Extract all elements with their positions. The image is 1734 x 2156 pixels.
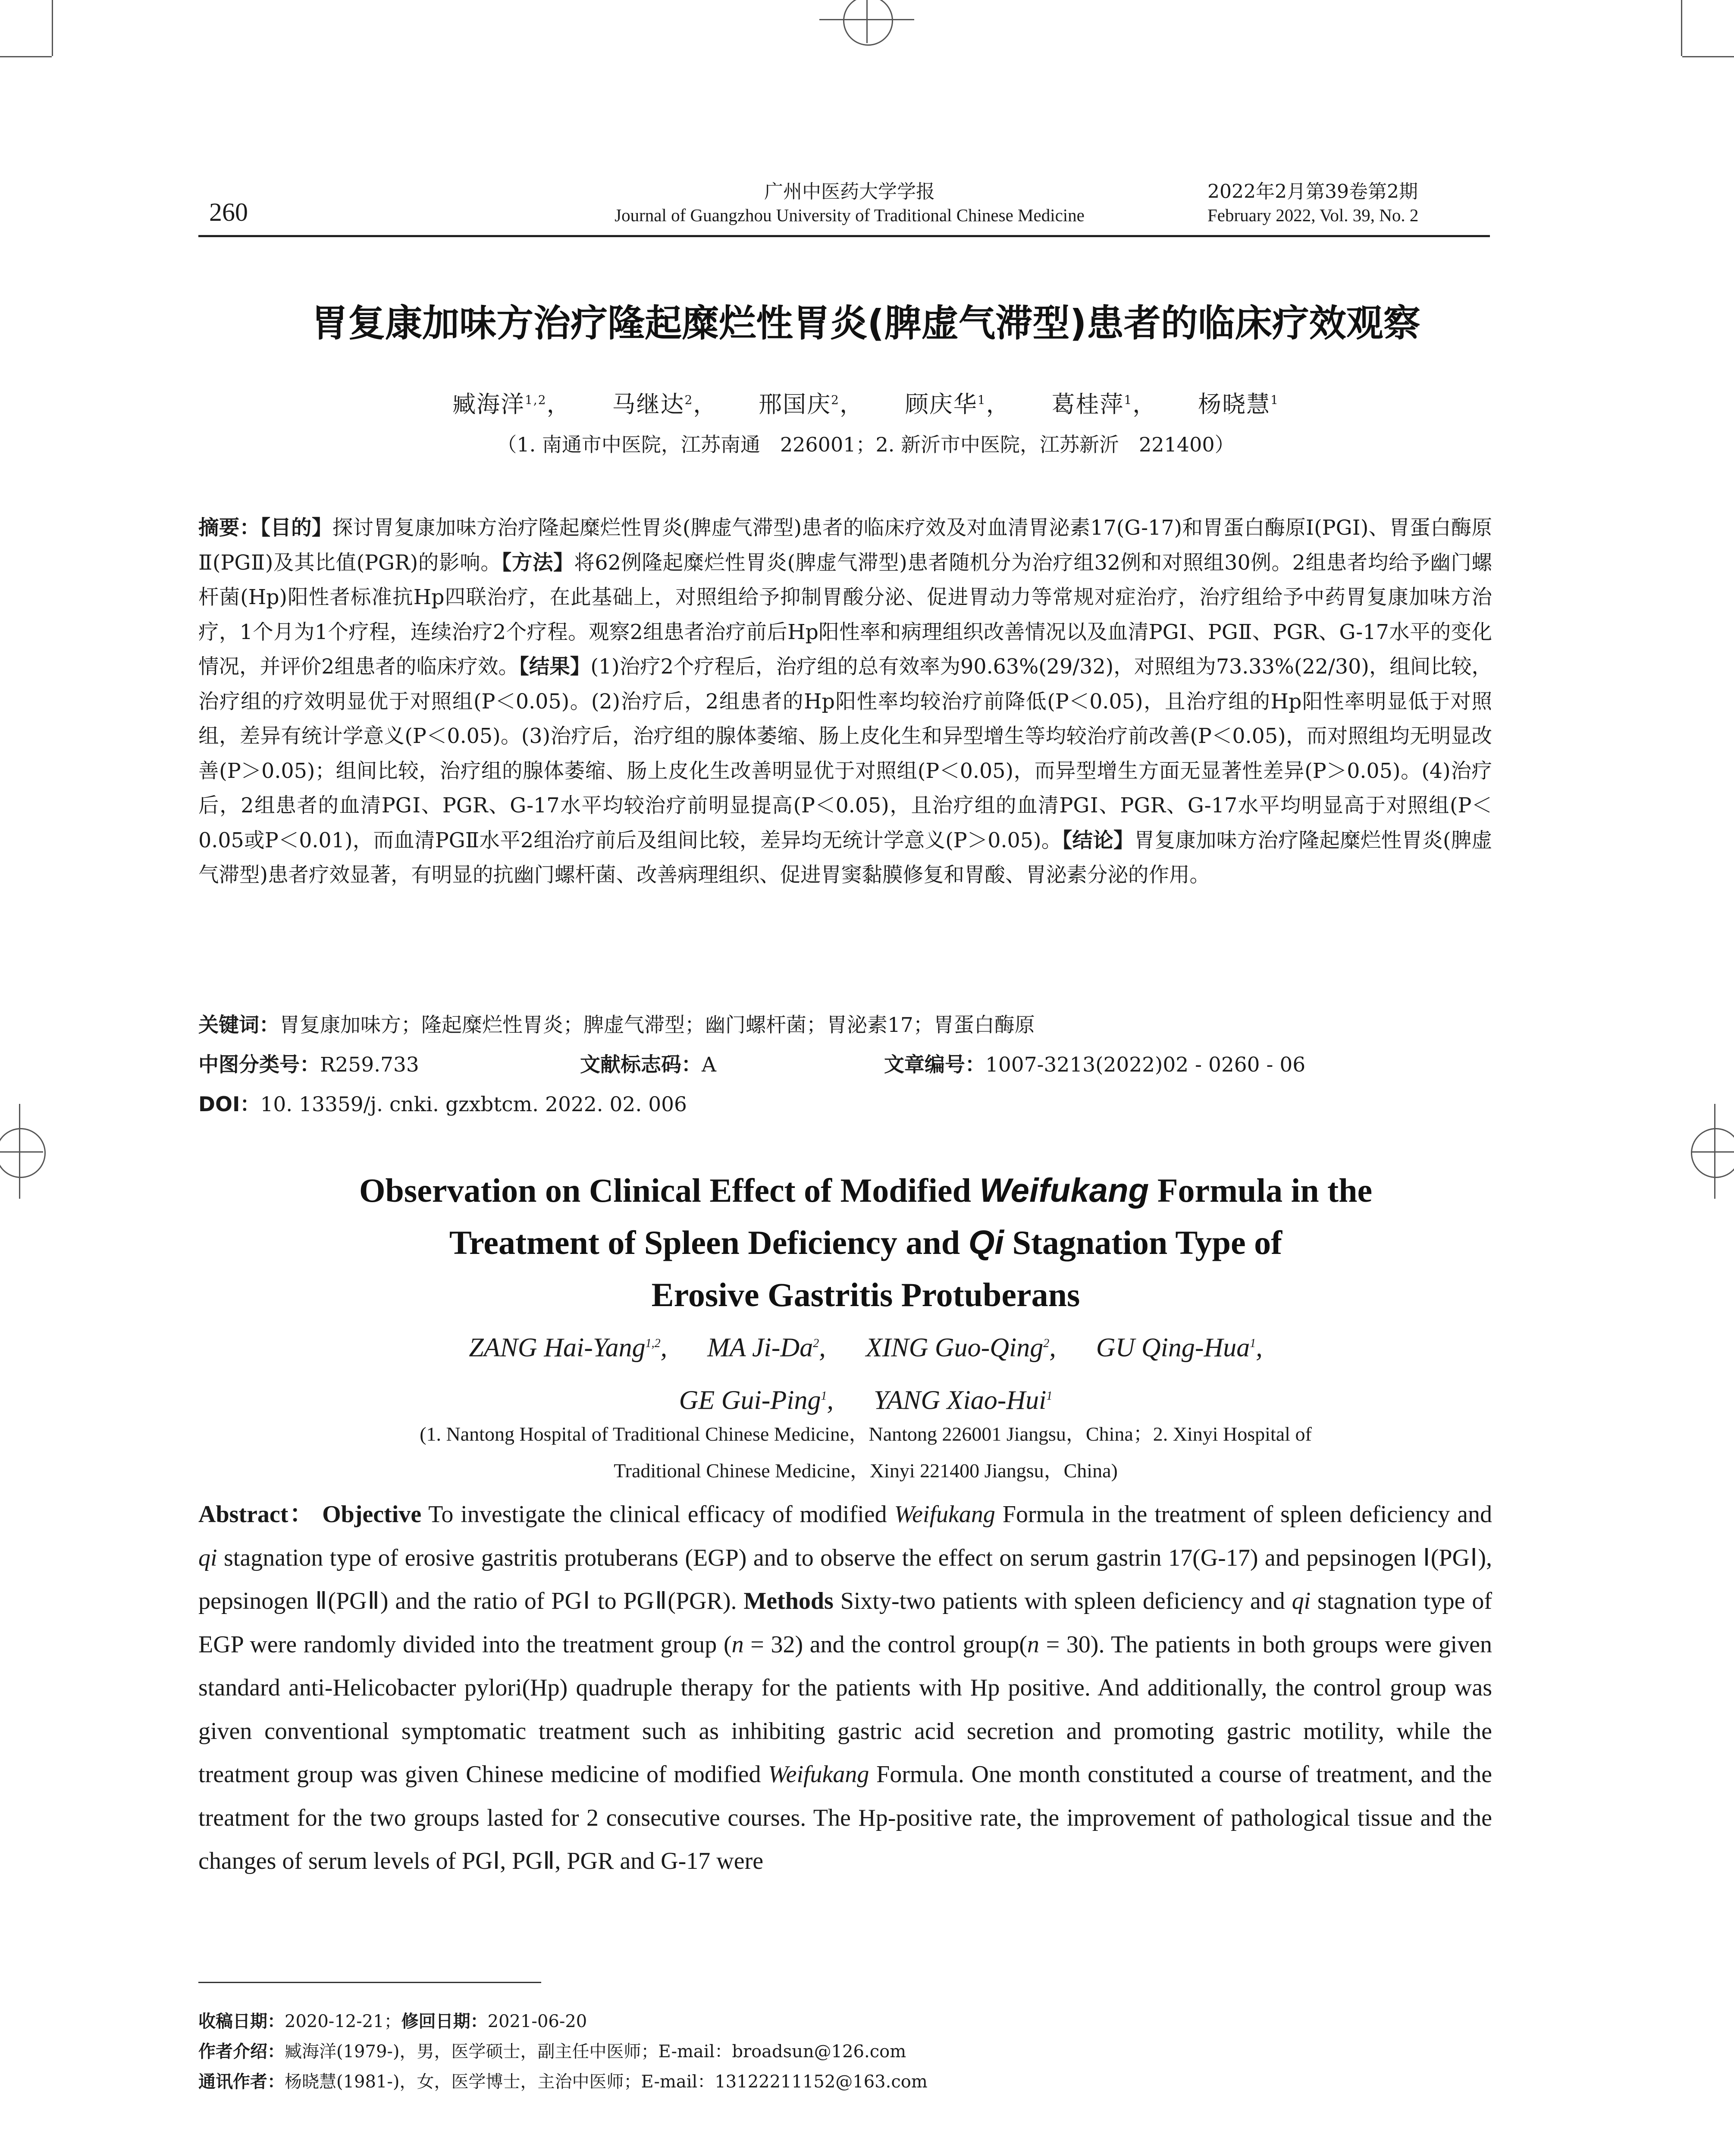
registration-line: [866, 0, 868, 43]
crop-mark: [1681, 0, 1682, 56]
revised-label: 修回日期：: [401, 2012, 488, 2031]
abstract-text: stagnation type of EGP were randomly divided into the treatment group (: [198, 1588, 1492, 1658]
doi-row: [198, 1088, 687, 1117]
registration-mark-top: [843, 0, 893, 46]
registration-line: [1691, 1151, 1734, 1153]
author-affil-sup: 1,2: [525, 393, 547, 407]
author-affil-sup: 1: [1124, 393, 1133, 407]
title-italic: Qi: [968, 1223, 1004, 1261]
page-number: 260: [209, 198, 248, 226]
corresponding-author: 杨晓慧(1981-)，女，医学博士，主治中医师；E-mail：13122211152@163.com: [285, 2072, 928, 2092]
abstract-text: Formula. One month constituted a course of treatment, and the treatment for the two groups lasted for 2 consecutive courses. The Hp-positive rate, the improvement of pathological tissue and the changes of serum levels of PGⅠ, PGⅡ, PGR and G-17 were: [198, 1761, 1492, 1874]
author-name: 臧海洋: [452, 391, 525, 418]
article-number-label: 文章编号：: [884, 1053, 985, 1077]
title-text: Stagnation Type of: [1004, 1224, 1282, 1261]
author-affil-sup: 2: [831, 393, 840, 407]
journal-name-cn: 广州中医药大学学报: [764, 181, 935, 203]
author-name: GU Qing-Hua: [1096, 1333, 1250, 1363]
author-name: 邢国庆: [759, 391, 831, 418]
corresponding-label: 通讯作者：: [198, 2072, 285, 2092]
abstract-text: = 30). The patients in both groups were given standard anti-Helicobacter pylori(Hp) quadruple therapy for the patients with Hp positive. And additionally, the control group was given conventional symptomatic treatment such as inhibiting gastric acid secretion and promoting gastric motility, while the treatment group was given Chinese medicine of modified: [198, 1631, 1493, 1788]
abstract-text: Formula in the treatment of spleen deficiency and: [995, 1501, 1493, 1528]
article-number-row: [884, 1049, 1305, 1078]
article-number-value: 1007-3213(2022)02 - 0260 - 06: [985, 1053, 1306, 1077]
doi-value: 10. 13359/j. cnki. gzxbtcm. 2022. 02. 006: [260, 1093, 687, 1116]
received-date: 2020-12-21；: [285, 2012, 401, 2031]
doi-label: DOI：: [198, 1093, 260, 1116]
abstract-label: Abstract：: [198, 1501, 315, 1528]
affiliation-line: Traditional Chinese Medicine，Xinyi 221400 Jiangsu，China): [614, 1460, 1118, 1482]
keywords-value: 胃复康加味方；隆起糜烂性胃炎；脾虚气滞型；幽门螺杆菌；胃泌素17；胃蛋白酶原: [279, 1013, 1035, 1037]
title-text: Erosive Gastritis Protuberans: [651, 1276, 1080, 1313]
header-rule: [198, 235, 1490, 237]
abstract-cn: [198, 511, 1492, 893]
author-affil-sup: 2: [1043, 1337, 1050, 1350]
objective-label: 【目的】: [260, 516, 332, 540]
affiliation-en: [198, 1416, 1533, 1489]
abstract-text: To investigate the clinical efficacy of modified: [421, 1501, 894, 1528]
author-affil-sup: 1: [1270, 393, 1279, 407]
keywords-row: [198, 1009, 1035, 1038]
abstract-italic: qi: [1292, 1588, 1311, 1614]
abstract-text: = 32) and the control group(: [743, 1631, 1027, 1658]
abstract-italic: Weifukang: [768, 1761, 869, 1788]
doc-code-row: [580, 1049, 716, 1078]
author-name: 葛桂萍: [1051, 391, 1124, 418]
article-title-cn: 胃复康加味方治疗隆起糜烂性胃炎(脾虚气滞型)患者的临床疗效观察: [311, 302, 1420, 345]
received-label: 收稿日期：: [198, 2012, 285, 2031]
abstract-label: 摘要：: [198, 516, 260, 540]
author-name: 马继达: [612, 391, 685, 418]
author-affil-sup: 2: [684, 393, 693, 407]
abstract-text: Sixty-two patients with spleen deficiency and: [833, 1588, 1292, 1614]
author-affil-sup: 1: [821, 1389, 827, 1403]
registration-line: [0, 1151, 43, 1153]
footnote-corresponding: [198, 2070, 928, 2094]
abstract-italic: qi: [198, 1544, 217, 1571]
classification-value: R259.733: [320, 1053, 419, 1077]
author-name: 顾庆华: [905, 391, 978, 418]
title-text: Formula in the: [1149, 1172, 1373, 1209]
objective-label: Objective: [322, 1501, 422, 1528]
results-label: 【结果】: [519, 655, 591, 679]
keywords-label: 关键词：: [198, 1013, 279, 1037]
author-intro-label: 作者介绍：: [198, 2042, 285, 2062]
author-affil-sup: 2: [813, 1337, 819, 1350]
methods-text: 将62例隆起糜烂性胃炎(脾虚气滞型)患者随机分为治疗组32例和对照组30例。2组患者均给予幽门螺杆菌(Hp)阳性者标准抗Hp四联治疗，在此基础上，对照组给予抑制胃酸分泌、促进胃动力等常规对症治疗，治疗组给予中药胃复康加味方治疗，1个月为1个疗程，连续治疗2个疗程。观察2组患者治疗前后Hp阳性率和病理组织改善情况以及血清PGⅠ、PGⅡ、PGR、G-17水平的变化情况，并评价2组患者的临床疗效。: [198, 551, 1492, 679]
registration-mark-right: [1691, 1128, 1734, 1178]
doc-code-label: 文献标志码：: [580, 1053, 702, 1077]
author-name: YANG Xiao-Hui: [873, 1385, 1047, 1415]
author-name: 杨晓慧: [1198, 391, 1271, 418]
abstract-italic: n: [1027, 1631, 1039, 1658]
results-text: (1)治疗2个疗程后，治疗组的总有效率为90.63%(29/32)，对照组为73.33%(22/30)，组间比较，治疗组的疗效明显优于对照组(P＜0.05)。(2)治疗后，2组患者的Hp阳性率均较治疗前降低(P＜0.05)，且治疗组的Hp阳性率明显低于对照组，差异有统计学意义(P＜0.05)。(3)治疗后，治疗组的腺体萎缩、肠上皮化生和异型增生等均较治疗前改善(P＜0.05)，而对照组均无明显改善(P＞0.05)；组间比较，治疗组的腺体萎缩、肠上皮化生改善明显优于对照组(P＜0.05)，而异型增生方面无显著性差异(P＞0.05)。(4)治疗后，2组患者的血清PGⅠ、PGR、G-17水平均较治疗前明显提高(P＜0.05)，且治疗组的血清PGⅠ、PGR、G-17水平均明显高于对照组(P＜0.05或P＜0.01)，而血清PGⅡ水平2组治疗前后及组间比较，差异均无统计学意义(P＞0.05)。: [198, 655, 1492, 852]
abstract-en: [198, 1493, 1492, 1883]
author-affil-sup: 1: [1046, 1389, 1053, 1403]
article-title-en: [198, 1164, 1533, 1321]
conclusion-text: 胃复康加味方治疗隆起糜烂性胃炎(脾虚气滞型)患者疗效显著，有明显的抗幽门螺杆菌、改善病理组织、促进胃窦黏膜修复和胃酸、胃泌素分泌的作用。: [198, 828, 1492, 887]
methods-label: Methods: [743, 1588, 834, 1614]
registration-line: [19, 1104, 20, 1199]
author-list-cn: 臧海洋$^{1,2}$， 马继达$^2$， 邢国庆$^2$， 顾庆华$^1$， 葛桂萍$^1$， 杨晓慧$^1$: [452, 391, 1279, 418]
footnote-author: [198, 2040, 906, 2064]
footnote-dates: [198, 2009, 587, 2034]
affiliation-line: (1. Nantong Hospital of Traditional Chinese Medicine，Nantong 226001 Jiangsu，China；2. Xinyi Hospital of: [420, 1423, 1312, 1445]
title-italic: Weifukang: [979, 1171, 1149, 1209]
classification-label: 中图分类号：: [198, 1053, 320, 1077]
doc-code-value: A: [702, 1053, 716, 1077]
registration-line: [1714, 1104, 1715, 1199]
title-text: Treatment of Spleen Deficiency and: [449, 1224, 969, 1261]
author-name: XING Guo-Qing: [865, 1333, 1044, 1363]
author-list-en: ZANG Hai-Yang$^{1,2}$, MA Ji-Da$^2$, XING Guo-Qing$^2$, GU Qing-Hua$^1$, GE Gui-Ping$^1$, YANG Xiao-Hui$^1$: [469, 1333, 1263, 1415]
conclusion-label: 【结论】: [1062, 828, 1134, 852]
objective-text: 探讨胃复康加味方治疗隆起糜烂性胃炎(脾虚气滞型)患者的临床疗效及对血清胃泌素17(G-17)和胃蛋白酶原Ⅰ(PGⅠ)、胃蛋白酶原Ⅱ(PGⅡ)及其比值(PGR)的影响。: [198, 516, 1493, 575]
crop-mark: [1682, 56, 1734, 57]
crop-mark: [0, 56, 52, 57]
registration-mark-left: [0, 1128, 46, 1178]
footnote-rule: [198, 1982, 541, 1983]
author-name: MA Ji-Da: [707, 1333, 813, 1363]
author-affil-sup: 1,2: [645, 1337, 661, 1350]
issue-date-cn: 2022年2月第39卷第2期: [1207, 181, 1418, 203]
title-text: Observation on Clinical Effect of Modified: [359, 1172, 980, 1209]
abstract-italic: Weifukang: [894, 1501, 995, 1528]
abstract-italic: n: [731, 1631, 744, 1658]
author-affil-sup: 1: [1250, 1337, 1256, 1350]
author-intro: 臧海洋(1979-)，男，医学硕士，副主任中医师；E-mail：broadsun@126.com: [285, 2042, 906, 2062]
affiliation-cn: （1. 南通市中医院，江苏南通 226001；2. 新沂市中医院，江苏新沂 221400）: [497, 433, 1235, 456]
author-name: ZANG Hai-Yang: [469, 1333, 646, 1363]
revised-date: 2021-06-20: [487, 2012, 587, 2031]
author-affil-sup: 1: [977, 393, 986, 407]
author-name: GE Gui-Ping: [679, 1385, 821, 1415]
issue-date-en: February 2022, Vol. 39, No. 2: [1207, 205, 1419, 225]
classification-row: [198, 1049, 419, 1078]
methods-label: 【方法】: [501, 551, 574, 575]
crop-mark: [52, 0, 53, 56]
journal-name-en: Journal of Guangzhou University of Traditional Chinese Medicine: [615, 205, 1085, 225]
abstract-text: stagnation type of erosive gastritis protuberans (EGP) and to observe the effect on serum gastrin 17(G-17) and pepsinogen Ⅰ(PGⅠ), pepsinogen Ⅱ(PGⅡ) and the ratio of PGⅠ to PGⅡ(PGR).: [198, 1544, 1492, 1614]
